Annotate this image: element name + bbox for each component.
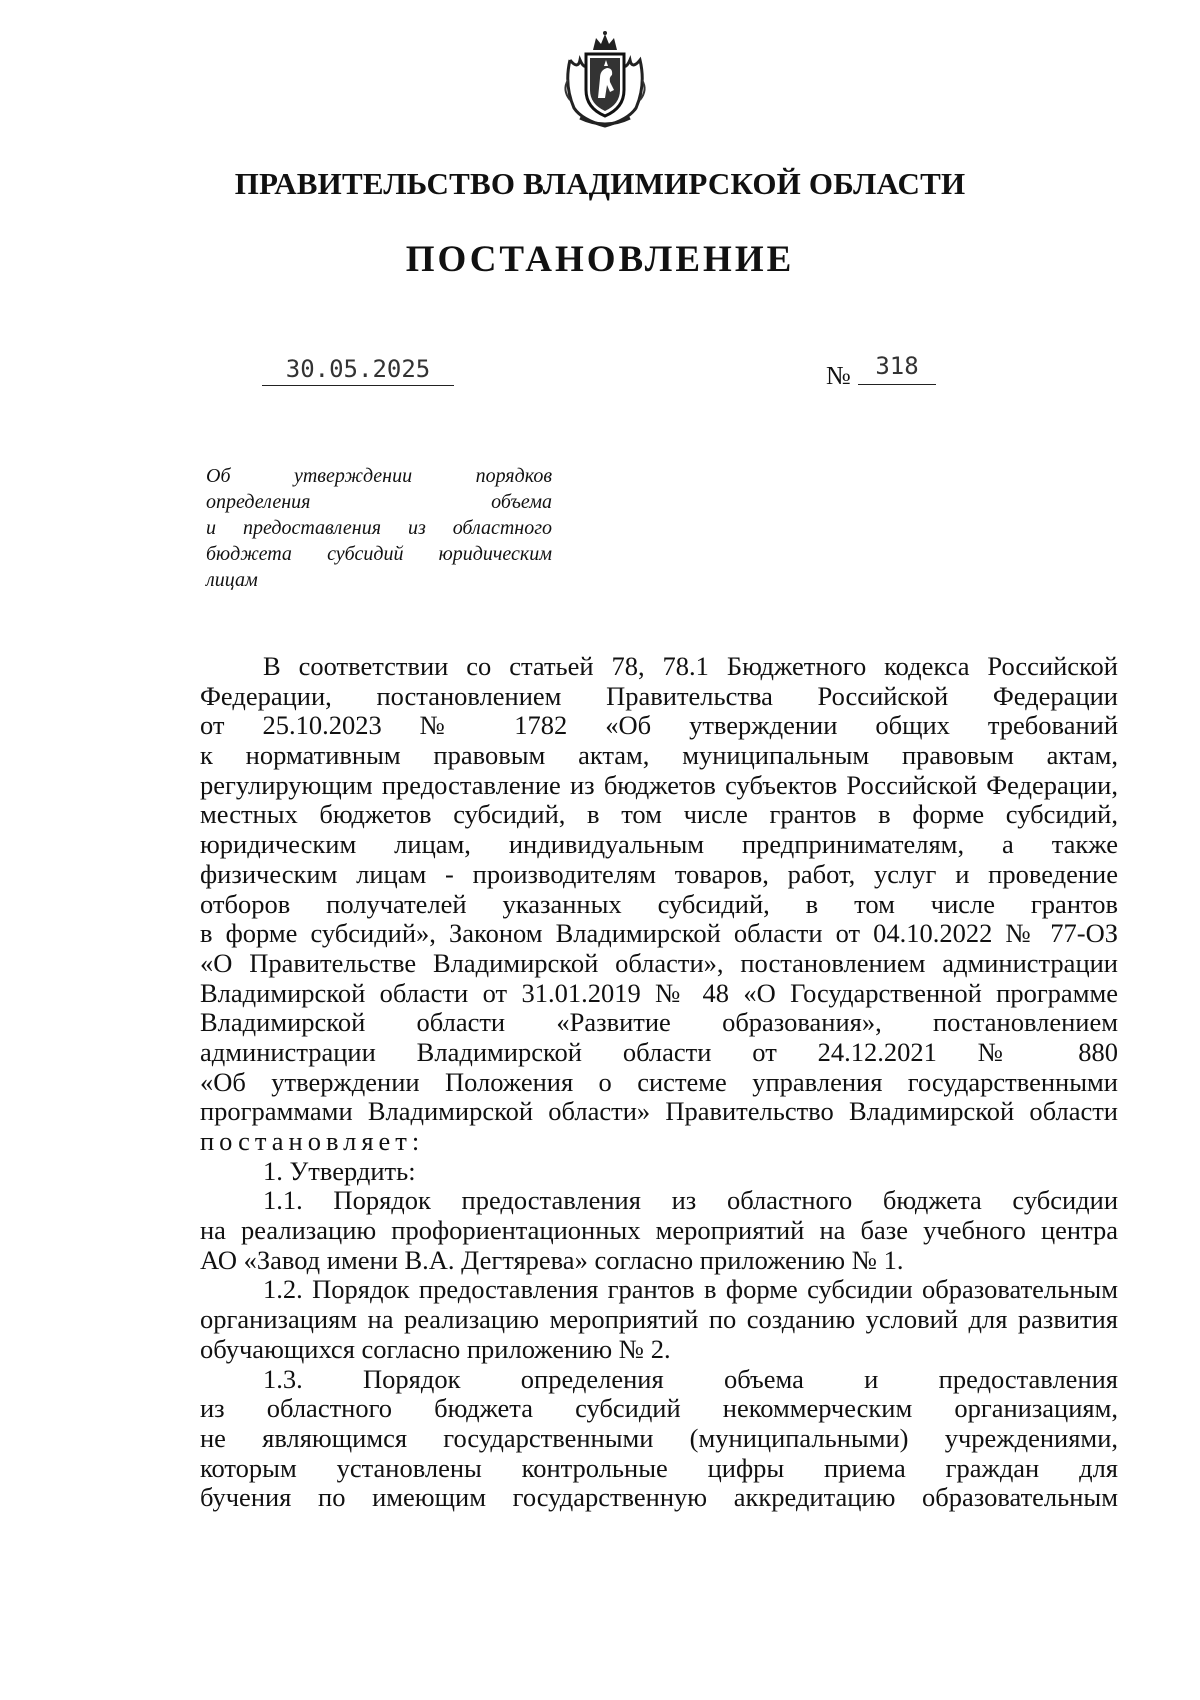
body-line: местных бюджетов субсидий, в том числе грантов в форме субсидий, — [200, 799, 1118, 830]
subject-line: лицам — [206, 569, 258, 591]
body-line: 1.2. Порядок предоставления грантов в форме субсидии образовательным — [263, 1274, 1118, 1305]
body-line: которым установлены контрольные цифры приема граждан для — [200, 1452, 1118, 1483]
body-line: «О Правительстве Владимирской области», постановлением администрации — [200, 947, 1118, 978]
coat-of-arms-emblem — [560, 30, 650, 130]
body-line: регулирующим предоставление из бюджетов субъектов Российской Федерации, — [200, 769, 1118, 800]
organization-title: ПРАВИТЕЛЬСТВО ВЛАДИМИРСКОЙ ОБЛАСТИ — [234, 166, 966, 201]
body-line: юридическим лицам, индивидуальным предпринимателям, а также — [200, 829, 1118, 860]
body-line: 1.3. Порядок определения объема и предоставления — [263, 1363, 1118, 1394]
body-line: физическим лицам - производителям товаров, работ, услуг и проведение — [200, 858, 1118, 889]
subject-line: определения объема — [206, 491, 552, 513]
body-line: к нормативным правовым актам, муниципальным правовым актам, — [200, 740, 1118, 771]
body-line: не являющимся государственными (муниципальными) учреждениями, — [200, 1422, 1118, 1453]
body-line: на реализацию профориентационных мероприятий на базе учебного центра — [200, 1215, 1118, 1246]
subject-line: и предоставления из областного — [206, 517, 552, 539]
body-line: 1. Утвердить: — [263, 1155, 416, 1186]
body-line: Владимирской области «Развитие образования», постановлением — [200, 1007, 1118, 1038]
body-line: в форме субсидий», Законом Владимирской области от 04.10.2022 № 77-ОЗ — [200, 918, 1118, 949]
body-line: постановляет: — [200, 1126, 425, 1156]
document-subject — [206, 463, 552, 593]
body-line: отборов получателей указанных субсидий, в том числе грантов — [200, 888, 1118, 919]
body-line: бучения по имеющим государственную аккредитацию образовательным — [200, 1482, 1118, 1513]
document-number: 318 — [858, 352, 936, 385]
subject-line: Об утверждении порядков — [206, 465, 552, 487]
body-line: Федерации, постановлением Правительства Российской Федерации — [200, 680, 1118, 711]
document-date: 30.05.2025 — [262, 355, 454, 386]
body-line: «Об утверждении Положения о системе управления государственными — [200, 1066, 1118, 1097]
body-line: программами Владимирской области» Правительство Владимирской области — [200, 1096, 1118, 1127]
subject-line: бюджета субсидий юридическим — [206, 543, 552, 565]
body-line: администрации Владимирской области от 24.12.2021 № 880 — [200, 1036, 1118, 1067]
body-line: организациям на реализацию мероприятий по созданию условий для развития — [200, 1304, 1118, 1335]
body-line: из областного бюджета субсидий некоммерческим организациям, — [200, 1393, 1118, 1424]
body-line: АО «Завод имени В.А. Дегтярева» согласно приложению № 1. — [200, 1244, 904, 1275]
document-body — [200, 652, 1118, 1513]
document-number-label: № — [826, 361, 851, 390]
body-line: Владимирской области от 31.01.2019 № 48 «О Государственной программе — [200, 977, 1118, 1008]
body-line: В соответствии со статьей 78, 78.1 Бюджетного кодекса Российской — [263, 651, 1118, 681]
body-line: обучающихся согласно приложению № 2. — [200, 1333, 671, 1364]
body-line: 1.1. Порядок предоставления из областного бюджета субсидии — [263, 1185, 1118, 1216]
body-line: от 25.10.2023 № 1782 «Об утверждении общих требований — [200, 710, 1118, 741]
document-type-title: ПОСТАНОВЛЕНИЕ — [405, 239, 795, 280]
